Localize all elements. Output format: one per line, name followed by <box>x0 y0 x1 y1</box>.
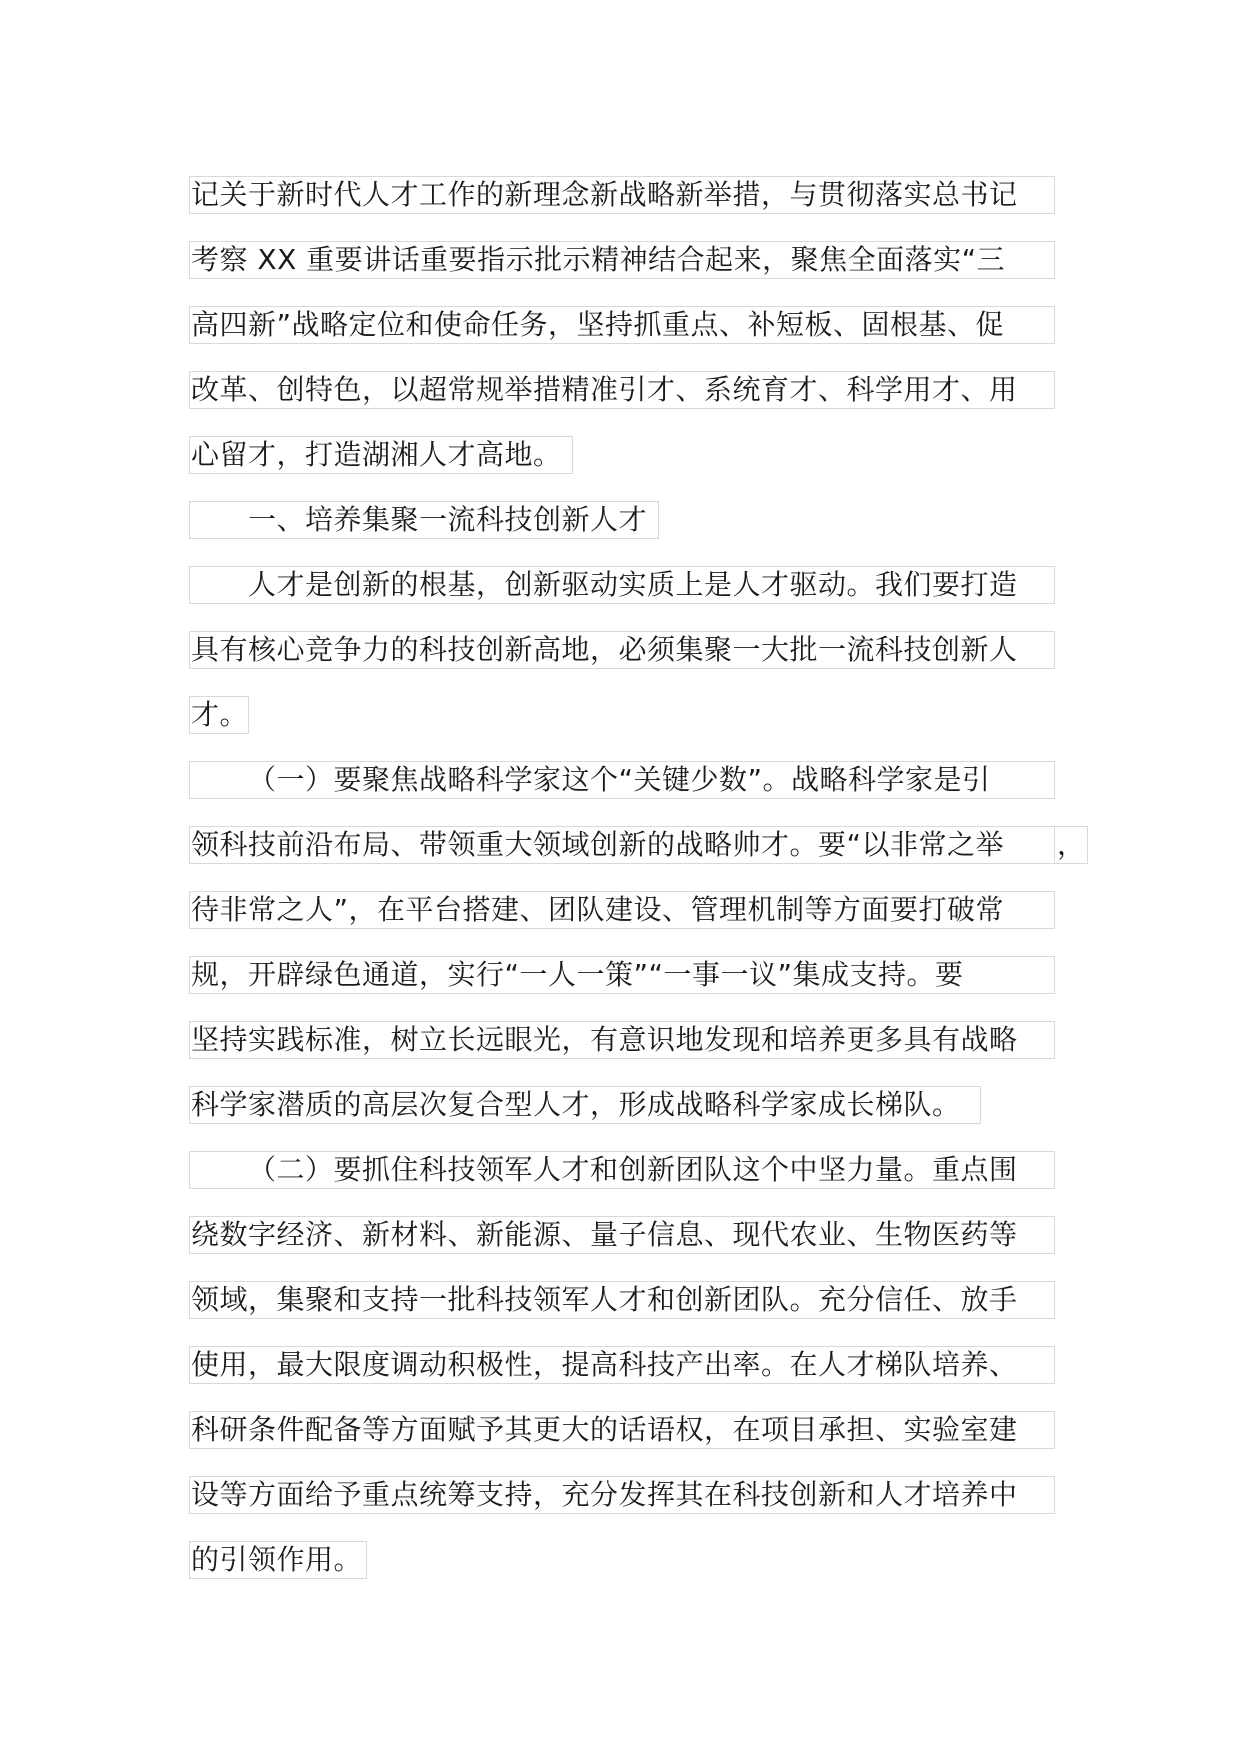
overflow-punctuation: ， <box>1054 826 1088 864</box>
text-line: 坚持实践标准，树立长远眼光，有意识地发现和培养更多具有战略 <box>189 1021 1055 1059</box>
text-line: 领科技前沿布局、带领重大领域创新的战略帅才。要“以非常之举 <box>189 826 1055 864</box>
text-line: 高四新”战略定位和使命任务，坚持抓重点、补短板、固根基、促 <box>189 306 1055 344</box>
text-line: 设等方面给予重点统筹支持，充分发挥其在科技创新和人才培养中 <box>189 1476 1055 1514</box>
text-line: 使用，最大限度调动积极性，提高科技产出率。在人才梯队培养、 <box>189 1346 1055 1384</box>
text-line: 科研条件配备等方面赋予其更大的话语权，在项目承担、实验室建 <box>189 1411 1055 1449</box>
text-line: 才。 <box>189 696 249 734</box>
text-line: 绕数字经济、新材料、新能源、量子信息、现代农业、生物医药等 <box>189 1216 1055 1254</box>
text-line: 科学家潜质的高层次复合型人才，形成战略科学家成长梯队。 <box>189 1086 981 1124</box>
text-line: 记关于新时代人才工作的新理念新战略新举措，与贯彻落实总书记 <box>189 176 1055 214</box>
text-line: 考察 XX 重要讲话重要指示批示精神结合起来，聚焦全面落实“三 <box>189 241 1055 279</box>
text-line: 领域，集聚和支持一批科技领军人才和创新团队。充分信任、放手 <box>189 1281 1055 1319</box>
text-line: 待非常之人”，在平台搭建、团队建设、管理机制等方面要打破常 <box>189 891 1055 929</box>
text-line: 规，开辟绿色通道，实行“一人一策”“一事一议”集成支持。要 <box>189 956 1055 994</box>
text-line: （一）要聚焦战略科学家这个“关键少数”。战略科学家是引 <box>189 761 1055 799</box>
text-line: 的引领作用。 <box>189 1541 367 1579</box>
text-line: 具有核心竞争力的科技创新高地，必须集聚一大批一流科技创新人 <box>189 631 1055 669</box>
section-heading: 一、培养集聚一流科技创新人才 <box>189 501 659 539</box>
text-line: 改革、创特色，以超常规举措精准引才、系统育才、科学用才、用 <box>189 371 1055 409</box>
text-line: （二）要抓住科技领军人才和创新团队这个中坚力量。重点围 <box>189 1151 1055 1189</box>
text-line: 人才是创新的根基，创新驱动实质上是人才驱动。我们要打造 <box>189 566 1055 604</box>
text-line: 心留才，打造湖湘人才高地。 <box>189 436 573 474</box>
